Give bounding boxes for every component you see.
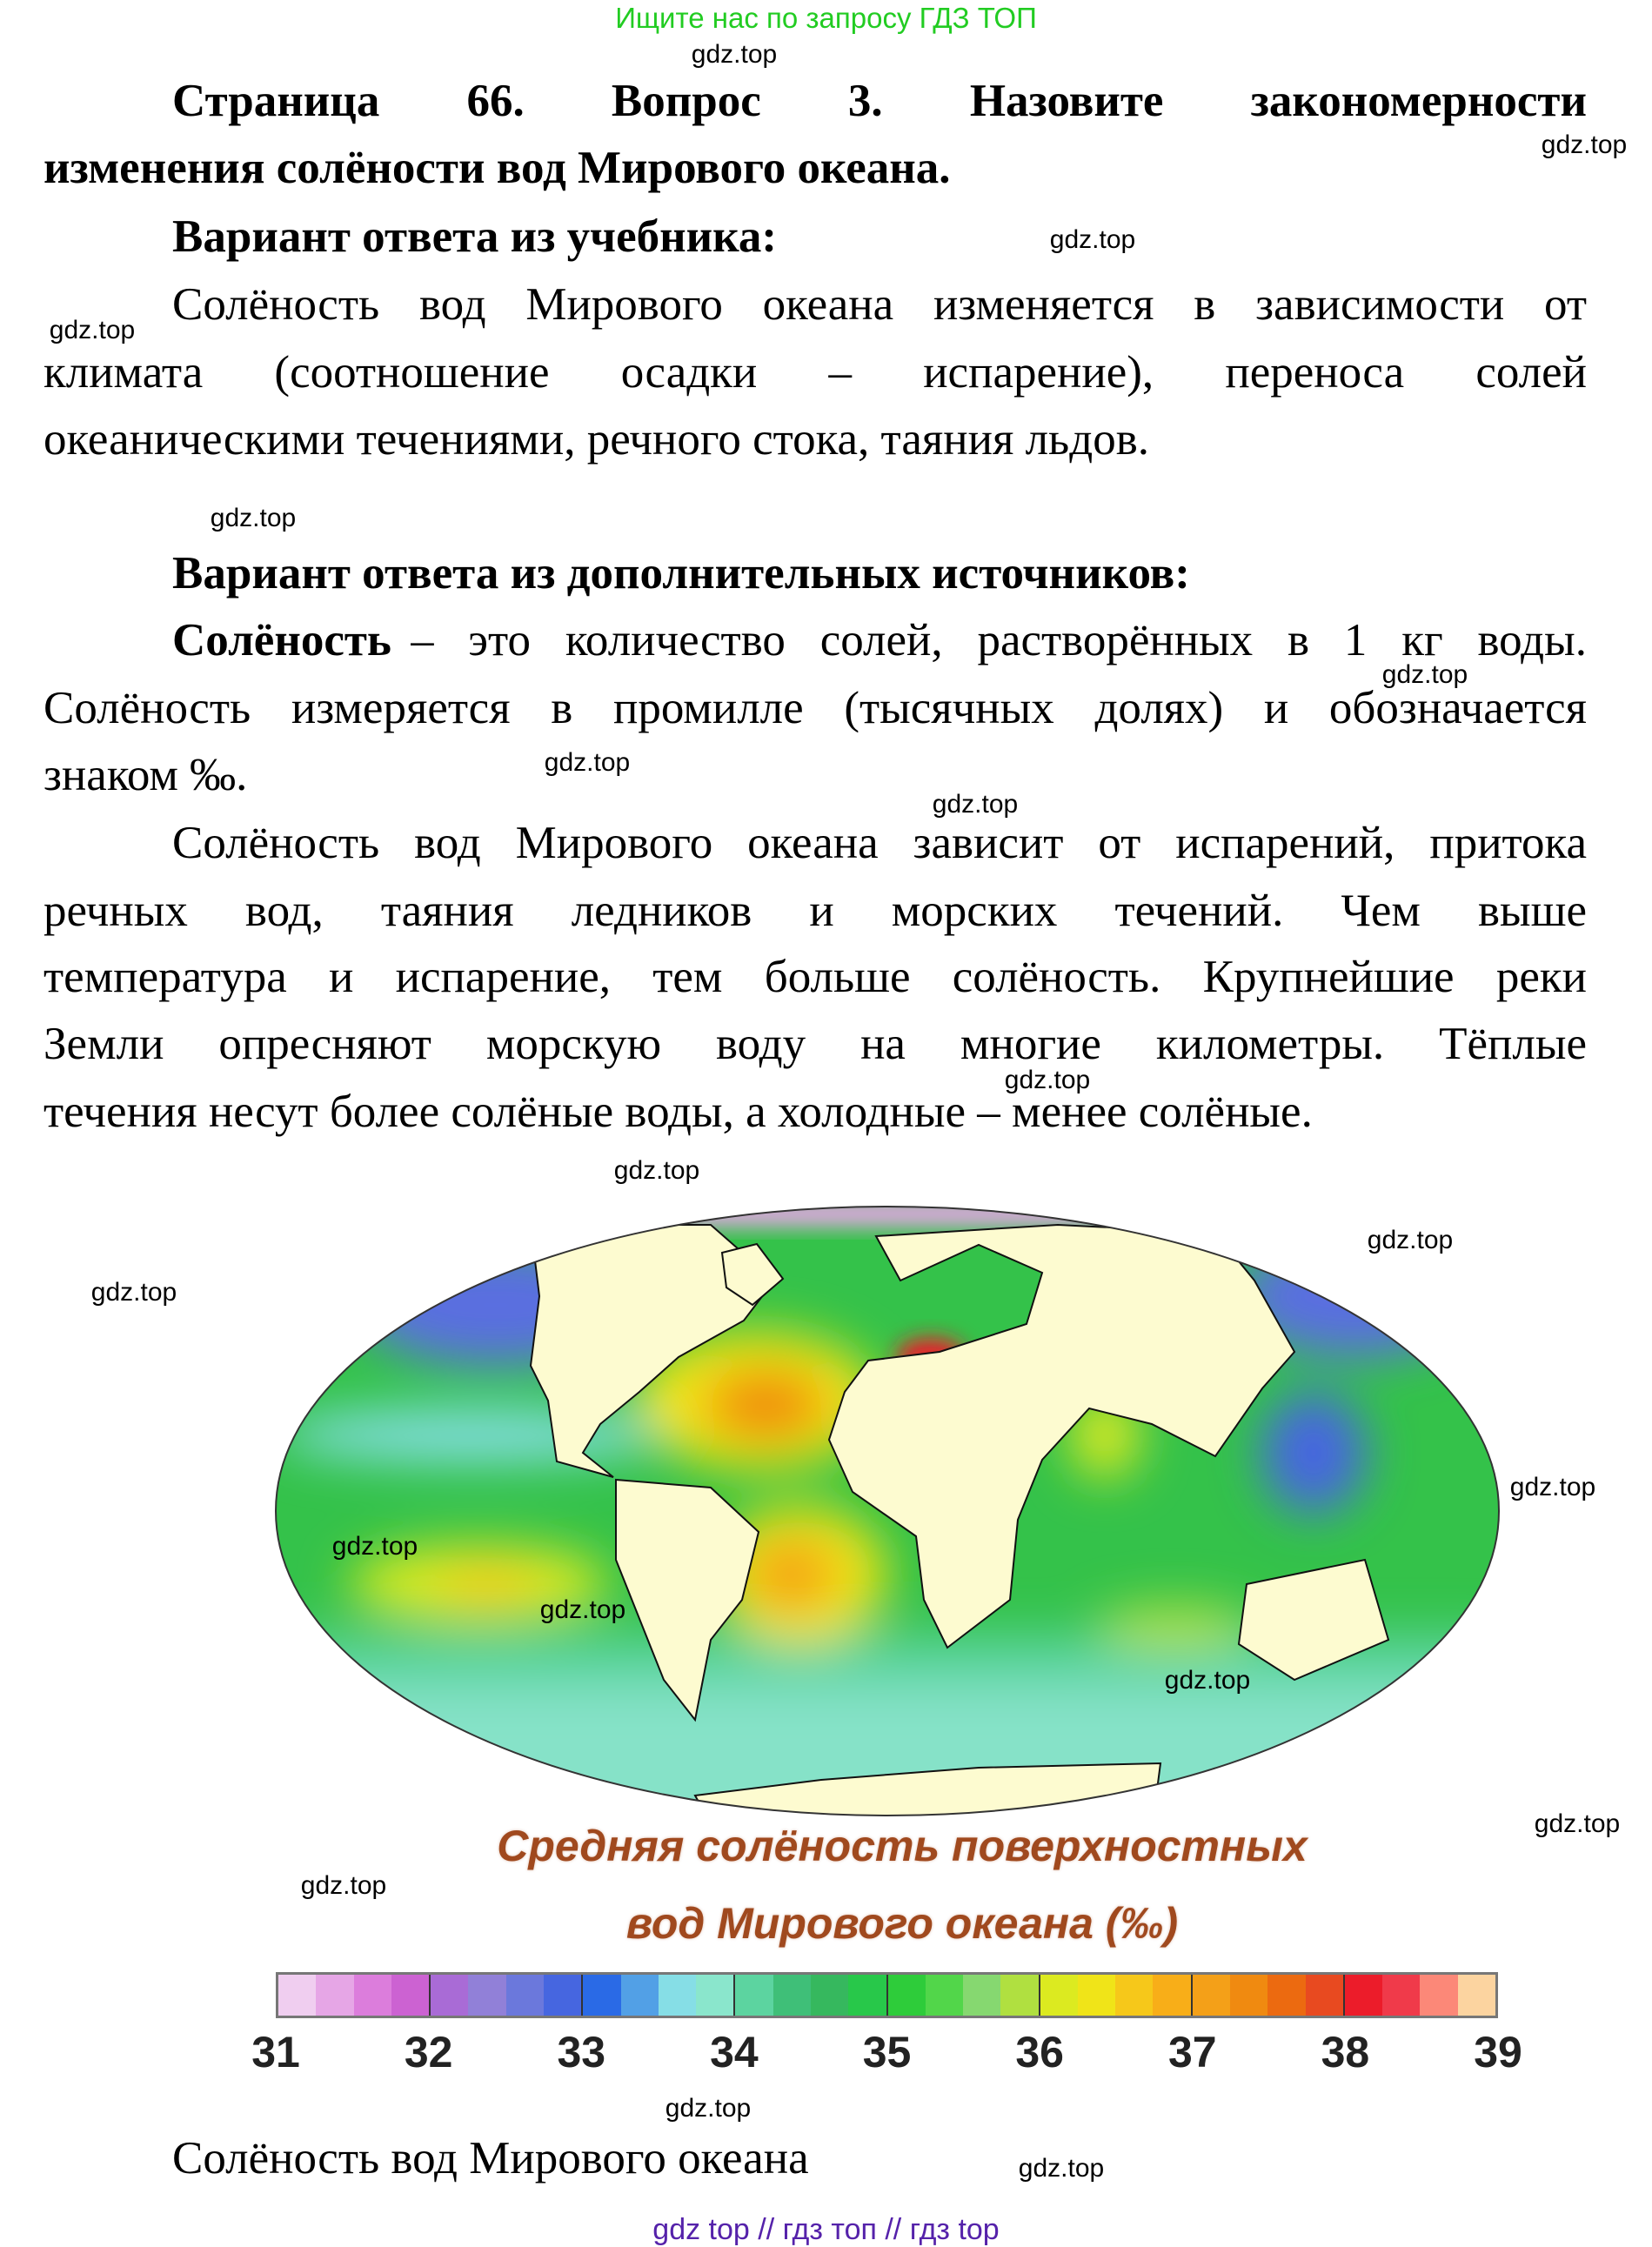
legend-swatch: [1039, 1975, 1078, 2016]
definition-line: знаком ‰.: [43, 750, 248, 800]
legend-swatch: [1420, 1975, 1457, 2016]
legend-swatch: [278, 1975, 316, 2016]
textbook-line: Солёность вод Мирового океана изменяется в зависимости от: [172, 279, 1587, 330]
definition-line: [172, 607, 1587, 674]
watermark: gdz.top: [1049, 225, 1136, 254]
definition-line: Солёность измеряется в промилле (тысячных долях) и обозначается: [43, 683, 1587, 733]
watermark: gdz.top: [1367, 1226, 1454, 1254]
watermark: gdz.top: [1004, 1066, 1091, 1094]
legend-swatch: [659, 1975, 696, 2016]
watermark: gdz.top: [1018, 2154, 1105, 2183]
watermark: gdz.top: [90, 1278, 177, 1307]
definition-text: – это количество солей, растворённых в 1 кг воды.: [410, 615, 1587, 665]
salinity-world-map: [270, 1200, 1505, 1827]
watermark: gdz.top: [1381, 660, 1468, 689]
footer-separator: //: [885, 2213, 902, 2246]
textbook-line: океаническими течениями, речного стока, таяния льдов.: [43, 414, 1149, 465]
definition-term: Солёность: [172, 615, 391, 665]
legend-swatch: [1267, 1975, 1305, 2016]
legend-swatch: [1458, 1975, 1495, 2016]
legend-swatch: [1115, 1975, 1153, 2016]
legend-swatch: [1078, 1975, 1115, 2016]
legend-swatch: [316, 1975, 353, 2016]
watermark: gdz.top: [932, 790, 1019, 819]
legend-swatch: [1230, 1975, 1267, 2016]
watermark: gdz.top: [1164, 1666, 1251, 1695]
figure-title: Солёность вод Мирового океана: [172, 2133, 809, 2183]
legend-swatch: [733, 1975, 772, 2016]
watermark: gdz.top: [331, 1532, 418, 1561]
legend-tick-label: 34: [710, 2028, 759, 2076]
legend-swatch: [581, 1975, 620, 2016]
legend-swatch: [1382, 1975, 1420, 2016]
watermark: gdz.top: [544, 748, 631, 777]
paragraph-line: течения несут более солёные воды, а холодные – менее солёные.: [43, 1087, 1313, 1137]
question-title-line1: Страница 66. Вопрос 3. Назовите закономерности: [172, 76, 1587, 126]
paragraph-line: Солёность вод Мирового океана зависит от испарений, притока: [172, 818, 1587, 868]
extra-heading: Вариант ответа из дополнительных источников:: [172, 548, 1190, 599]
watermark: gdz.top: [1541, 130, 1628, 159]
legend-swatch: [811, 1975, 848, 2016]
legend-swatch: [1153, 1975, 1190, 2016]
legend-swatch: [696, 1975, 733, 2016]
legend-tick-label: 31: [251, 2028, 300, 2076]
promo-banner: Ищите нас по запросу ГДЗ ТОП: [615, 2, 1037, 34]
legend-swatch: [1306, 1975, 1343, 2016]
legend-swatch: [354, 1975, 391, 2016]
legend-swatch: [621, 1975, 659, 2016]
textbook-heading: Вариант ответа из учебника:: [172, 211, 778, 262]
watermark: gdz.top: [300, 1871, 387, 1900]
legend-tick-label: 38: [1321, 2028, 1370, 2076]
legend-swatch: [391, 1975, 429, 2016]
salinity-color-legend: [276, 1972, 1498, 2018]
legend-tick-label: 35: [862, 2028, 912, 2076]
watermark: gdz.top: [539, 1595, 626, 1624]
legend-swatch: [468, 1975, 505, 2016]
legend-swatch: [544, 1975, 581, 2016]
footer-links: [0, 2213, 1652, 2247]
watermark: gdz.top: [49, 316, 136, 344]
legend-swatch: [1191, 1975, 1230, 2016]
watermark: gdz.top: [1534, 1809, 1621, 1838]
watermark: gdz.top: [665, 2094, 752, 2123]
footer-link-gdz-top-mixed[interactable]: гдз top: [909, 2213, 1000, 2246]
legend-swatch: [926, 1975, 963, 2016]
legend-swatch: [1343, 1975, 1382, 2016]
watermark: gdz.top: [691, 40, 778, 69]
legend-tick-label: 33: [557, 2028, 606, 2076]
map-caption-line1: Средняя солёность поверхностных: [497, 1822, 1308, 1870]
legend-swatch: [963, 1975, 1000, 2016]
legend-tick-label: 32: [404, 2028, 453, 2076]
legend-swatch: [429, 1975, 468, 2016]
legend-swatch: [1000, 1975, 1038, 2016]
legend-swatch: [506, 1975, 544, 2016]
paragraph-line: Земли опресняют морскую воду на многие километры. Тёплые: [43, 1019, 1587, 1069]
footer-link-gdz-top[interactable]: gdz top: [652, 2213, 750, 2246]
paragraph-line: речных вод, таяния ледников и морских течений. Чем выше: [43, 886, 1587, 936]
textbook-line: климата (соотношение осадки – испарение), переноса солей: [43, 347, 1587, 398]
legend-tick-label: 37: [1167, 2028, 1217, 2076]
legend-swatch: [773, 1975, 811, 2016]
watermark: gdz.top: [613, 1156, 700, 1185]
paragraph-line: температура и испарение, тем больше солёность. Крупнейшие реки: [43, 952, 1587, 1002]
footer-separator: //: [758, 2213, 775, 2246]
watermark: gdz.top: [210, 504, 297, 532]
map-caption-line2: вод Мирового океана (‰): [625, 1899, 1179, 1948]
legend-swatch: [848, 1975, 886, 2016]
question-title-line2: изменения солёности вод Мирового океана.: [43, 143, 951, 193]
watermark: gdz.top: [1509, 1473, 1596, 1501]
legend-tick-label: 36: [1015, 2028, 1064, 2076]
legend-tick-label: 39: [1474, 2028, 1522, 2076]
legend-swatch: [886, 1975, 926, 2016]
footer-link-gdz-top-ru[interactable]: гдз топ: [782, 2213, 877, 2246]
